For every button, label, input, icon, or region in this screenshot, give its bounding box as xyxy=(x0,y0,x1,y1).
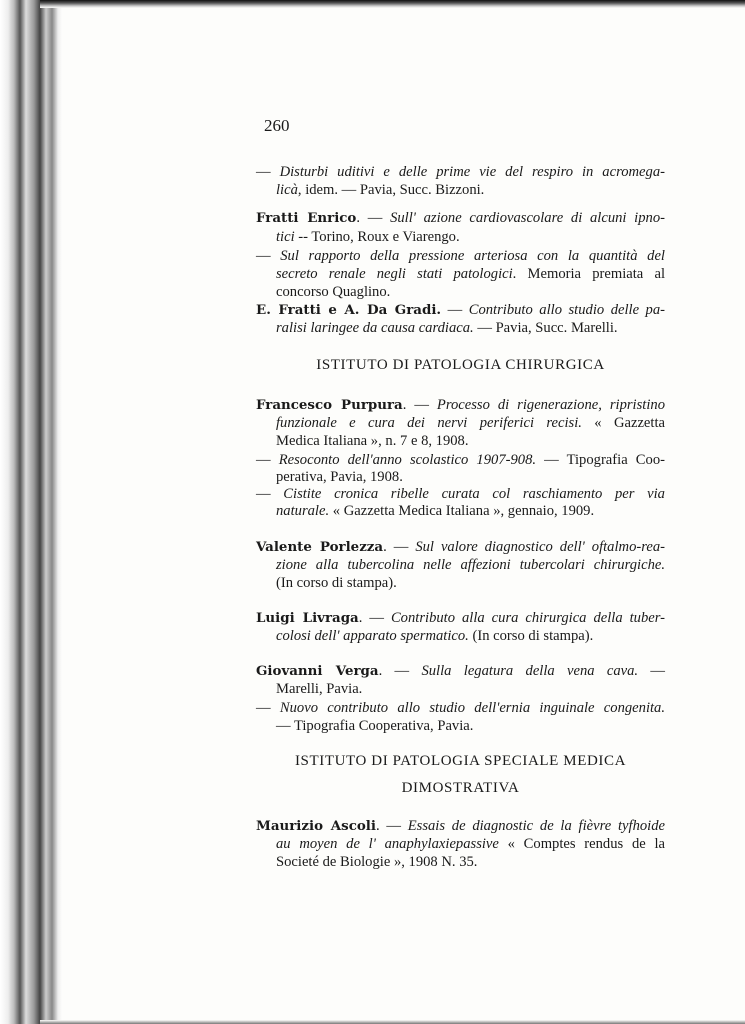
entry-first-line xyxy=(256,699,665,717)
entry-first-line xyxy=(256,163,665,181)
work-title: Contributo alla cura chirurgica della tuber- xyxy=(390,610,665,626)
work-title: Nuovo contributo allo studio dell'ernia inguinale congenita. xyxy=(279,700,666,716)
author-name: Maurizio Ascoli xyxy=(256,818,376,834)
entry-continuation-line xyxy=(276,468,665,486)
section-heading: DIMOSTRATIVA xyxy=(401,780,520,796)
citation-text: — xyxy=(441,302,469,318)
work-title: zione alla tubercolina nelle affezioni tubercolari chirurgiche. xyxy=(276,557,665,573)
work-title: Sull' azione cardiovascolare di alcuni ipno- xyxy=(390,210,665,226)
citation-text: . — xyxy=(383,539,416,555)
entry-continuation-line xyxy=(276,556,665,574)
work-title: funzionale e cura dei nervi periferici recisi. xyxy=(276,415,582,431)
author-name: Giovanni Verga xyxy=(256,663,379,679)
work-title: Sul rapporto della pressione arteriosa con la quantità del xyxy=(280,248,665,264)
entry-continuation-line xyxy=(276,835,665,853)
citation-text: Medica Italiana », n. 7 e 8, 1908. xyxy=(276,433,469,449)
work-title: secreto renale negli stati patologici xyxy=(276,266,513,282)
author-name: Luigi Livraga xyxy=(256,610,359,626)
citation-text: -- Torino, Roux e Viarengo. xyxy=(294,229,460,245)
work-title: Resoconto dell'anno scolastico 1907-908. xyxy=(278,452,537,468)
entry-first-line xyxy=(256,485,665,503)
page-top-edge xyxy=(40,0,745,8)
entry-first-line xyxy=(256,662,665,680)
work-title: Processo di rigenerazione, ripristino xyxy=(436,397,665,413)
citation-text: Marelli, Pavia. xyxy=(276,681,363,697)
work-title: Essais de diagnostic de la fièvre tyfhoide xyxy=(407,818,665,834)
entry-continuation-line xyxy=(276,283,665,301)
work-title: Sul valore diagnostico dell' oftalmo-rea- xyxy=(415,539,665,555)
entry-continuation-line xyxy=(276,574,665,592)
citation-text: . Memoria premiata al xyxy=(512,266,666,282)
citation-text: . — xyxy=(356,210,391,226)
citation-text: concorso Quaglino. xyxy=(276,284,391,300)
citation-text: — xyxy=(256,164,280,180)
citation-text: « Gazzetta xyxy=(581,415,665,431)
entry-continuation-line xyxy=(276,502,665,520)
work-title: naturale. xyxy=(276,503,330,519)
citation-text: . — xyxy=(358,610,391,626)
entry-continuation-line xyxy=(276,319,665,337)
section-heading: ISTITUTO DI PATOLOGIA SPECIALE MEDICA xyxy=(294,753,627,769)
citation-text: — Pavia, Succ. Marelli. xyxy=(473,320,618,336)
work-title: Contributo allo studio delle pa- xyxy=(468,302,666,318)
entry-continuation-line xyxy=(276,627,665,645)
section-heading: ISTITUTO DI PATOLOGIA CHIRURGICA xyxy=(316,357,605,373)
entry-continuation-line xyxy=(276,228,665,246)
author-name: Valente Porlezza xyxy=(256,539,384,555)
work-title: Cistite cronica ribelle curata col raschiamento per via xyxy=(283,486,665,502)
author-name: Fratti Enrico xyxy=(256,210,357,226)
page-bottom-edge xyxy=(40,1020,745,1024)
citation-text: — xyxy=(256,248,281,264)
entry-first-line xyxy=(256,247,665,265)
entry-first-line xyxy=(256,451,665,469)
citation-text: (In corso di stampa). xyxy=(276,575,397,591)
work-title: ralisi laringee da causa cardiaca. xyxy=(276,320,474,336)
entry-first-line xyxy=(256,301,665,319)
citation-text: (In corso di stampa). xyxy=(468,628,594,644)
citation-text: , idem. — Pavia, Succ. Bizzoni. xyxy=(297,182,485,198)
work-title: tici xyxy=(276,229,295,245)
citation-text: — xyxy=(256,486,284,502)
citation-text: . — xyxy=(402,397,437,413)
entry-first-line xyxy=(256,396,665,414)
citation-text: « Gazzetta Medica Italiana », gennaio, 1909. xyxy=(329,503,595,519)
work-title: au moyen de l' anaphylaxiepassive xyxy=(276,836,499,852)
entry-continuation-line xyxy=(276,680,665,698)
entry-first-line xyxy=(256,609,665,627)
entry-continuation-line xyxy=(276,414,665,432)
citation-text: — Tipografia Cooperativa, Pavia. xyxy=(276,718,474,734)
entry-continuation-line xyxy=(276,717,665,735)
entry-first-line xyxy=(256,817,665,835)
entry-continuation-line xyxy=(276,853,665,871)
entry-continuation-line xyxy=(276,181,665,199)
work-title: Sulla legatura della vena cava. xyxy=(421,663,639,679)
author-name: Francesco Purpura xyxy=(256,397,403,413)
work-title: colosi dell' apparato spermatico. xyxy=(276,628,469,644)
entry-first-line xyxy=(256,538,665,556)
page-number: 260 xyxy=(264,116,290,135)
entry-continuation-line xyxy=(276,265,665,283)
citation-text: — xyxy=(638,663,665,679)
citation-text: . — xyxy=(378,663,422,679)
entry-continuation-line xyxy=(276,432,665,450)
citation-text: . — xyxy=(375,818,408,834)
entry-first-line xyxy=(256,209,665,227)
work-title: licà xyxy=(276,182,298,198)
citation-text: — xyxy=(256,700,280,716)
citation-text: perativa, Pavia, 1908. xyxy=(276,469,403,485)
citation-text: — Tipografia Coo- xyxy=(536,452,665,468)
citation-text: — xyxy=(256,452,279,468)
author-name: E. Fratti e A. Da Gradi. xyxy=(256,302,442,318)
work-title: Disturbi uditivi e delle prime vie del respiro in acromega- xyxy=(279,164,665,180)
citation-text: Societé de Biologie », 1908 N. 35. xyxy=(276,854,478,870)
citation-text: « Comptes rendus de la xyxy=(498,836,665,852)
book-binding-edge xyxy=(0,0,62,1024)
